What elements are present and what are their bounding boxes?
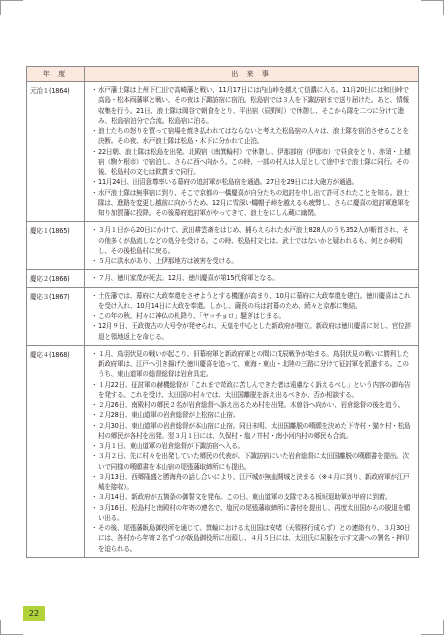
event-item — [91, 451, 414, 472]
event-item — [91, 291, 414, 312]
event-list — [91, 225, 414, 266]
event-text: ２月30日、東山道軍の岩倉総督が本山宿に止宿。同日未明、太田国離脱の嘆願を決めた下寺村・猫ケ村・松島村の郷民が各村を出発。翌３月１日には、久保村・塩ノ井村・南小河内村の郷民も合流。 — [98, 421, 411, 440]
table-row — [27, 270, 419, 287]
bullet-marker: ・ — [91, 188, 98, 197]
event-item — [91, 503, 414, 524]
event-item — [91, 321, 414, 342]
event-item — [91, 441, 414, 451]
event-text: １月、鳥羽伏見の戦いが起こり、旧幕府軍と新政府軍との間に戊辰戦争が始まる。鳥羽伏見の戦いに勝利した新政府軍は、江戸へ引き揚げた徳川慶喜を追って、東海・東山・北陸の三路に分けて征討軍を派遣する。このうち、東山道軍の総督総督は岩倉具定。 — [98, 349, 409, 379]
bullet-marker: ・ — [91, 503, 98, 512]
bullet-marker: ・ — [91, 257, 98, 265]
table-header-row — [27, 67, 419, 82]
event-item — [91, 85, 414, 126]
event-item — [91, 188, 414, 219]
bullet-marker: ・ — [91, 411, 98, 420]
event-text: 22日朝、浪士隊は松島を出発。北殿宿（南箕輪村）で休憩し、伊那部宿（伊那市）で昼食をとり、赤須・上穂宿（駒ケ根市）で宿泊し、さらに西へ向かう。この時、一部の村人は人足として途中まで浪士隊に同行。その後、松島村の文七は欽賞まで同行。 — [98, 147, 411, 176]
bullet-marker: ・ — [91, 472, 98, 481]
bullet-marker: ・ — [91, 421, 98, 430]
event-item — [91, 126, 414, 147]
table-body — [27, 82, 419, 558]
event-text: ５月に洪水があり、上伊那地方は被害を受ける。 — [98, 257, 238, 265]
year-cell: 元治１(1864) — [27, 82, 85, 222]
event-text: ２月28日、東山道軍の岩倉総督が上松宿に止宿。 — [98, 411, 240, 420]
events-cell — [85, 82, 419, 222]
events-cell — [85, 222, 419, 270]
page-corner-mark — [0, 0, 23, 15]
events-cell — [85, 270, 419, 287]
table-row — [27, 345, 419, 557]
event-item — [91, 400, 414, 410]
bullet-marker: ・ — [91, 291, 98, 300]
bullet-marker: ・ — [91, 312, 98, 320]
event-item — [91, 225, 414, 256]
event-list — [91, 291, 414, 342]
event-item — [91, 273, 414, 283]
event-list — [91, 85, 414, 218]
event-text: ３月１日から20日にかけて、武田耕雲斎をはじめ、捕らえられた水戸浪士828人のうち352人が斬首され、その他多くが島流しなどの処分を受ける。この時、松島村文七は、武士ではないかと疑われるも、何とか釈明し、その後松島村に戻る。 — [98, 226, 409, 255]
event-item — [91, 177, 414, 187]
bullet-marker: ・ — [91, 147, 98, 156]
bullet-marker: ・ — [91, 401, 98, 409]
events-cell — [85, 287, 419, 345]
event-item — [91, 492, 414, 502]
event-item — [91, 472, 414, 493]
event-list — [91, 273, 414, 283]
event-text: 土佐藩では、幕府に大政奉還をさせようとする機運が高まり、10月に幕府に大政奉還を建白。徳川慶喜はこれを受け入れ、10月14日に大政を奉還。しかし、薩長の兵は討幕のため、続々と京都に集結。 — [98, 291, 411, 310]
bullet-marker: ・ — [91, 127, 98, 135]
event-item — [91, 421, 414, 442]
bullet-marker: ・ — [91, 380, 98, 389]
bullet-marker: ・ — [91, 349, 98, 358]
event-item — [91, 256, 414, 266]
bullet-marker: ・ — [91, 322, 98, 331]
event-text: ３月14日、新政府が五箇条の御誓文を発布。この日、東山道軍の支隊である板垣退助軍が甲府に到着。 — [98, 493, 392, 502]
event-text: 11月24日、田沼意尊率いる幕府の追討軍が松島宿を通過。27日を29日には大砲方が通過。 — [98, 178, 358, 187]
year-column-header: 年 度 — [27, 67, 85, 82]
page-corner-mark — [421, 0, 444, 15]
bullet-marker: ・ — [91, 442, 98, 450]
event-text: ３月16日、松島村と南殿村の年寄の連名で、塩尻の尾張藩取締所に書付を提出し、再度太田国からの脱退を願い出る。 — [98, 503, 411, 522]
events-column-header: 出 来 事 — [85, 67, 419, 82]
year-cell: 慶応４(1868) — [27, 345, 85, 557]
page-corner-mark — [421, 620, 444, 635]
event-text: 水戸藩士隊は上州下仁田で高崎藩と戦い、11月17日には内山峠を越えて信濃に入る。11月20日には和田峠で高島・松本両藩軍と戦い、その夜は下諏訪宿に宿泊。松島宿では３人を下諏訪宿まで送り届けた。あと、情報収集を行う。21日、浪士隊は岡谷で朝食をとり、平出宿（辰野町）で休憩し、そこから隊を二つに分けて進み、松島宿泊分で合流。松島宿に泊る。 — [98, 86, 409, 125]
bullet-marker: ・ — [91, 178, 98, 187]
event-list — [91, 349, 414, 554]
event-item — [91, 410, 414, 420]
year-cell: 慶応３(1867) — [27, 287, 85, 345]
page-corner-mark — [0, 620, 23, 635]
event-text: 12月９日、王政復古の大号令が発せられ、天皇を中心とした新政府が樹立。新政府は徳川慶喜に対し、官位辞退と領地返上を命じる。 — [98, 322, 411, 341]
event-text: 浪士たちの怒りを買って宿場を焼き払われてはならないと考えた松島宿の人々は、浪士隊を宿泊させることを決断。その夜、水戸浪士隊は松島・木下に分かれて止泊。 — [98, 127, 409, 146]
event-text: ３月13日、西郷隆盛と勝海舟の話し合いにより、江戸城が無血開城と決まる（※４月に到り、新政府軍が江戸城を接収）。 — [98, 472, 410, 491]
event-text: ２月26日、南殿村の郷民２名が岩倉総督へ訴え出るため村を出発。木曽谷へ向かい、岩倉総督の後を追う。 — [98, 401, 405, 409]
table-row — [27, 82, 419, 222]
table-row — [27, 287, 419, 345]
event-item — [91, 311, 414, 321]
page-number: 22 — [23, 606, 45, 621]
events-cell — [85, 345, 419, 557]
event-item — [91, 147, 414, 178]
bullet-marker: ・ — [91, 86, 98, 94]
year-cell: 慶応１(1865) — [27, 222, 85, 270]
bullet-marker: ・ — [91, 274, 98, 283]
event-text: ３月１日、東山道軍の岩倉総督が下諏訪宿へ入る。 — [98, 442, 244, 450]
bullet-marker: ・ — [91, 226, 98, 235]
event-text: その後、尾張藩飯島御役所を通じて、箕輪における太田国は安堵（天領移行成らず）との連絡有り、３月30日には、各村から年寄２名ずつが飯島御役所に出頭し、４月５日には、太田氏に屈服を示す文書への署名・押印を迫られる。 — [98, 524, 411, 553]
event-text: 水戸浪士隊は無事宿に到り、そこで京都の一橋慶喜が自分たちの追討を申し出て許可されたことを知る。浪士隊は、進路を変更し越前に向かうため、12月に雪深い蠅帽子峠を越えるも疲弊し、さらに慶喜の追討軍進軍を知り加賀藩に投降。その後幕府追討軍がやってきて、浪士をにしん蔵に幽閉。 — [98, 188, 411, 217]
event-item — [91, 523, 414, 554]
bullet-marker: ・ — [91, 452, 98, 461]
event-text: ７月、徳川家茂が死去。12月、徳川慶喜が第15代将軍となる。 — [98, 274, 279, 283]
event-text: １月22日、征討軍の赫機総督が「これまで苛政に苦しんできた者は遠慮なく訴えるべし」という内容の御布告を発する。これを受け、太田国の村々では、太田国離脱を訴え出るべきか、否か相談する。 — [98, 380, 411, 399]
event-text: この年の秋、村々に神仏の札降り、「ヤッチョロ」騒ぎはじまる。 — [98, 312, 285, 320]
table-row — [27, 222, 419, 270]
bullet-marker: ・ — [91, 493, 98, 502]
year-cell: 慶応２(1866) — [27, 270, 85, 287]
bullet-marker: ・ — [91, 524, 98, 532]
event-item — [91, 349, 414, 380]
chronology-table — [26, 66, 419, 558]
event-text: ３月２日、先に村々を出発していた郷民の代表が、下諏訪宿にいた岩倉総督に太田国離脱の嘆願書を提出。次いで同様の嘆願書を本山宿の尾張藩取締所にも提出。 — [98, 452, 409, 471]
event-item — [91, 380, 414, 401]
